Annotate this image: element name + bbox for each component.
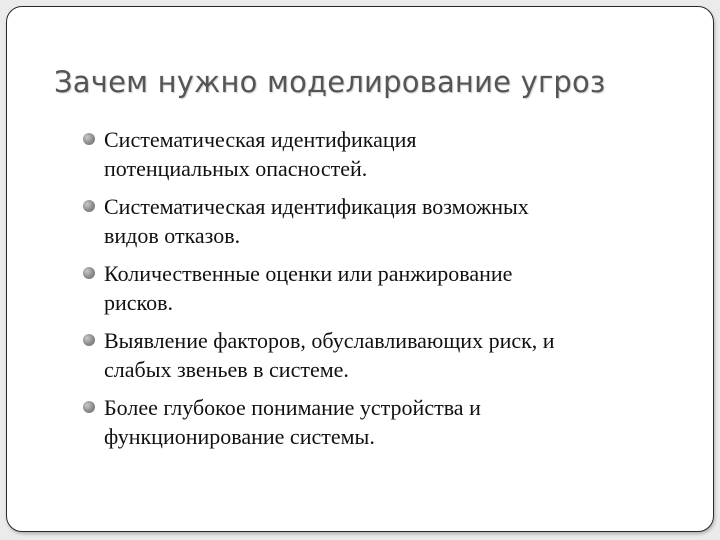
list-item bbox=[80, 125, 680, 183]
bullet-dot-icon bbox=[83, 334, 95, 346]
list-item bbox=[80, 192, 680, 250]
bullet-list bbox=[80, 125, 680, 460]
bullet-dot-icon bbox=[83, 267, 95, 279]
bullet-text-line: Систематическая идентификация bbox=[104, 127, 417, 152]
bullet-dot-icon bbox=[83, 401, 95, 413]
bullet-text-line: видов отказов. bbox=[104, 223, 241, 248]
bullet-dot-icon bbox=[83, 200, 95, 212]
list-item bbox=[80, 259, 680, 317]
bullet-text-line: Выявление факторов, обуславливающих риск, и bbox=[104, 328, 555, 353]
bullet-text-line: слабых звеньев в системе. bbox=[104, 357, 349, 382]
bullet-text-line: функционирование системы. bbox=[104, 424, 375, 449]
bullet-dot-icon bbox=[83, 133, 95, 145]
bullet-text-line: потенциальных опасностей. bbox=[104, 156, 368, 181]
list-item bbox=[80, 393, 680, 451]
bullet-text-line: рисков. bbox=[104, 290, 173, 315]
slide bbox=[6, 6, 714, 532]
list-item bbox=[80, 326, 680, 384]
bullet-text-line: Более глубокое понимание устройства и bbox=[104, 395, 481, 420]
slide-title: Зачем нужно моделирование угроз bbox=[54, 65, 606, 99]
bullet-text-line: Систематическая идентификация возможных bbox=[104, 194, 529, 219]
bullet-text-line: Количественные оценки или ранжирование bbox=[104, 261, 513, 286]
